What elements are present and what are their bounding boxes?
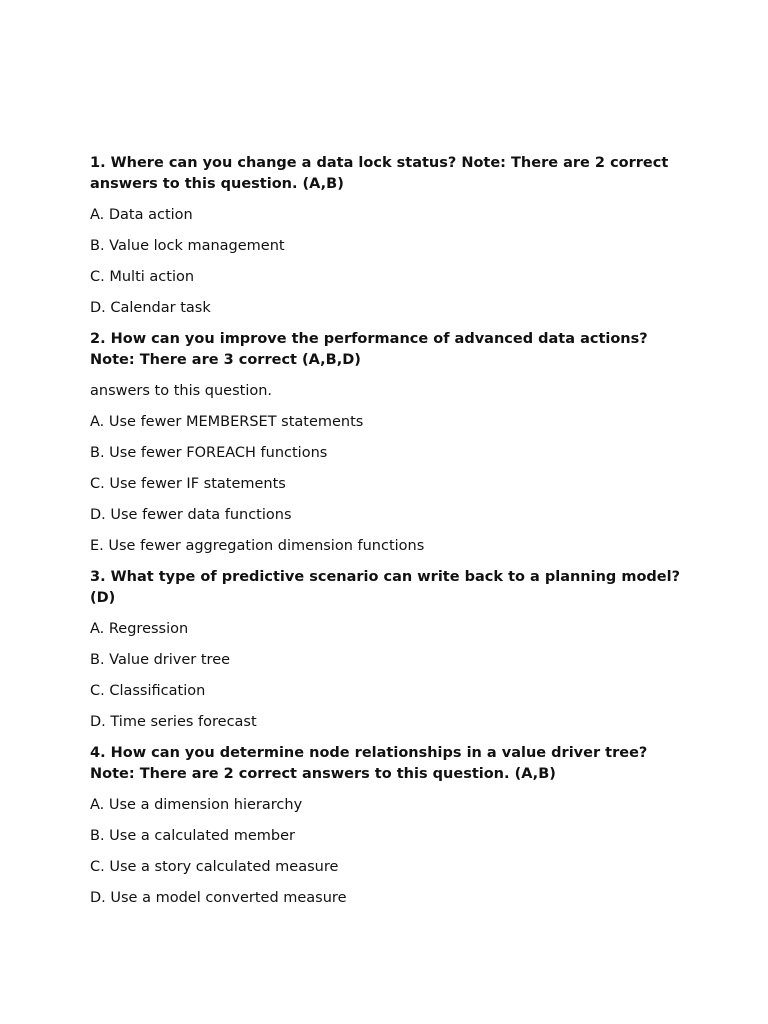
question-4-option-d: D. Use a model converted measure <box>90 890 347 906</box>
question-1-option-a: A. Data action <box>90 207 193 223</box>
question-1-option-d: D. Calendar task <box>90 300 211 316</box>
question-3-option-d: D. Time series forecast <box>90 714 257 730</box>
question-3-option-a: A. Regression <box>90 621 189 637</box>
question-4-text: 4. How can you determine node relationships in a value driver tree? Note: There are 2 correct answers to this question. (A,B) <box>90 745 648 782</box>
question-4-option-a: A. Use a dimension hierarchy <box>90 797 303 813</box>
question-2-option-a: A. Use fewer MEMBERSET statements <box>90 414 364 430</box>
question-1-option-c: C. Multi action <box>90 269 195 285</box>
question-2-option-b: B. Use fewer FOREACH functions <box>90 445 328 461</box>
question-1-option-b: B. Value lock management <box>90 238 285 254</box>
document-page <box>90 153 690 919</box>
question-3-text: 3. What type of predictive scenario can write back to a planning model? (D) <box>90 569 681 606</box>
question-2-continuation: answers to this question. <box>90 383 273 399</box>
question-3-option-b: B. Value driver tree <box>90 652 231 668</box>
question-2-option-d: D. Use fewer data functions <box>90 507 292 523</box>
question-4-option-c: C. Use a story calculated measure <box>90 859 339 875</box>
question-3-option-c: C. Classification <box>90 683 206 699</box>
question-2-text: 2. How can you improve the performance of advanced data actions? Note: There are 3 correct (A,B,D) <box>90 331 648 368</box>
question-2-option-c: C. Use fewer IF statements <box>90 476 286 492</box>
question-4-option-b: B. Use a calculated member <box>90 828 295 844</box>
question-1-text: 1. Where can you change a data lock status? Note: There are 2 correct answers to this question. (A,B) <box>90 155 669 192</box>
question-2-option-e: E. Use fewer aggregation dimension functions <box>90 538 425 554</box>
